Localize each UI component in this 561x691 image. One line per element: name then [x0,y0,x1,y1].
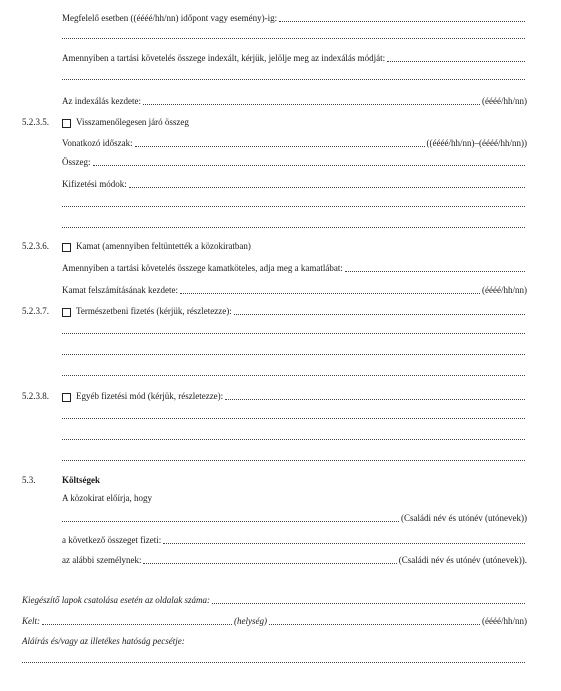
item-5-2-3-6-heading [62,240,362,252]
indexation-method-field-line2[interactable] [62,79,525,80]
costs-amount-row [62,534,527,546]
indexation-method-field[interactable] [387,53,525,62]
costs-payer-row [62,512,527,524]
in-kind-payment-line3[interactable] [62,354,525,355]
interest-rate-label: Amennyiben a tartási követelés összege kamatköteles, adja meg a kamatlábat: [62,263,343,273]
extra-pages-label: Kiegészítő lapok csatolása esetén az oldalak száma: [22,595,210,605]
payment-methods-line3[interactable] [62,227,525,228]
period-format: ((éééé/hh/nn)–(éééé/hh/nn)) [426,138,527,148]
other-payment-line2[interactable] [62,418,525,419]
interest-start-row [62,284,527,296]
interest-rate-field[interactable] [345,263,525,272]
checkbox-5-2-3-8[interactable] [62,393,71,402]
in-kind-payment-line2[interactable] [62,333,525,334]
item-5-2-3-6-label: Kamat (amennyiben feltüntették a közokiratban) [76,241,251,251]
item-5-2-3-8-row [62,390,527,402]
extra-pages-row [22,594,527,606]
item-number-5-2-3-6: 5.2.3.6. [22,241,49,251]
costs-amount-field[interactable] [163,535,525,544]
checkbox-5-2-3-7[interactable] [62,308,71,317]
date-or-event-row [62,12,527,24]
costs-title: Költségek [62,475,100,485]
section-number-5-3: 5.3. [22,475,36,485]
period-row [62,137,527,149]
date-or-event-label: Megfelelő esetben ((éééé/hh/nn) időpont vagy esemény)-ig: [62,13,278,23]
indexation-method-label: Amennyiben a tartási követelés összege indexált, kérjük, jelölje meg az indexálás módját: [62,53,386,63]
date-field[interactable] [269,616,480,625]
item-5-2-3-5-label: Visszamenőlegesen járó összeg [76,117,189,127]
item-number-5-2-3-7: 5.2.3.7. [22,306,49,316]
signature-label: Aláírás és/vagy az illetékes hatóság pecsétje: [22,636,185,646]
interest-rate-row [62,262,527,274]
payer-name-suffix: (Családi név és utónév (utónevek)) [401,513,527,523]
payment-methods-label: Kifizetési módok: [62,179,127,189]
item-number-5-2-3-5: 5.2.3.5. [22,117,49,127]
costs-amount-label: a következő összeget fizeti: [62,535,162,545]
costs-intro: A közokirat előírja, hogy [62,493,152,503]
payment-methods-field[interactable] [129,179,525,188]
indexation-start-format: (éééé/hh/nn) [482,96,527,106]
indexation-start-label: Az indexálás kezdete: [62,96,141,106]
checkbox-5-2-3-5[interactable] [62,119,71,128]
date-or-event-field-line2[interactable] [62,38,525,39]
amount-field[interactable] [93,157,526,166]
place-label: (helység) [234,616,267,626]
item-5-2-3-7-label: Természetbeni fizetés (kérjük, részletezze): [76,306,232,316]
dated-label: Kelt: [22,616,40,626]
item-5-2-3-8-label: Egyéb fizetési mód (kérjük, részletezze): [76,391,224,401]
payer-name-field[interactable] [62,513,399,522]
period-field[interactable] [135,138,425,147]
recipient-name-suffix: (Családi név és utónév (utónevek)). [398,555,527,565]
period-label: Vonatkozó időszak: [62,138,133,148]
date-format-label: (éééé/hh/nn) [482,616,527,626]
recipient-name-field[interactable] [143,555,396,564]
payment-methods-line2[interactable] [62,206,525,207]
costs-recipient-label: az alábbi személynek: [62,555,142,565]
place-field[interactable] [42,616,232,625]
date-or-event-field[interactable] [279,13,525,22]
item-5-2-3-7-row [62,305,527,317]
checkbox-5-2-3-6[interactable] [62,243,71,252]
indexation-method-row [62,52,527,64]
in-kind-payment-line4[interactable] [62,375,525,376]
other-payment-field[interactable] [225,391,525,400]
item-number-5-2-3-8: 5.2.3.8. [22,391,49,401]
item-5-2-3-5-heading [62,116,362,128]
indexation-start-field[interactable] [143,96,480,105]
payment-methods-row [62,178,527,190]
interest-start-format: (éééé/hh/nn) [482,285,527,295]
other-payment-line3[interactable] [62,439,525,440]
costs-recipient-row [62,554,527,566]
in-kind-payment-field[interactable] [234,306,525,315]
indexation-start-row [62,95,527,107]
amount-row [62,156,527,168]
interest-start-label: Kamat felszámításának kezdete: [62,285,178,295]
other-payment-line4[interactable] [62,460,525,461]
extra-pages-field[interactable] [212,595,525,604]
dated-row [22,615,527,627]
signature-field[interactable] [22,662,525,663]
interest-start-field[interactable] [180,285,480,294]
amount-label: Összeg: [62,157,91,167]
